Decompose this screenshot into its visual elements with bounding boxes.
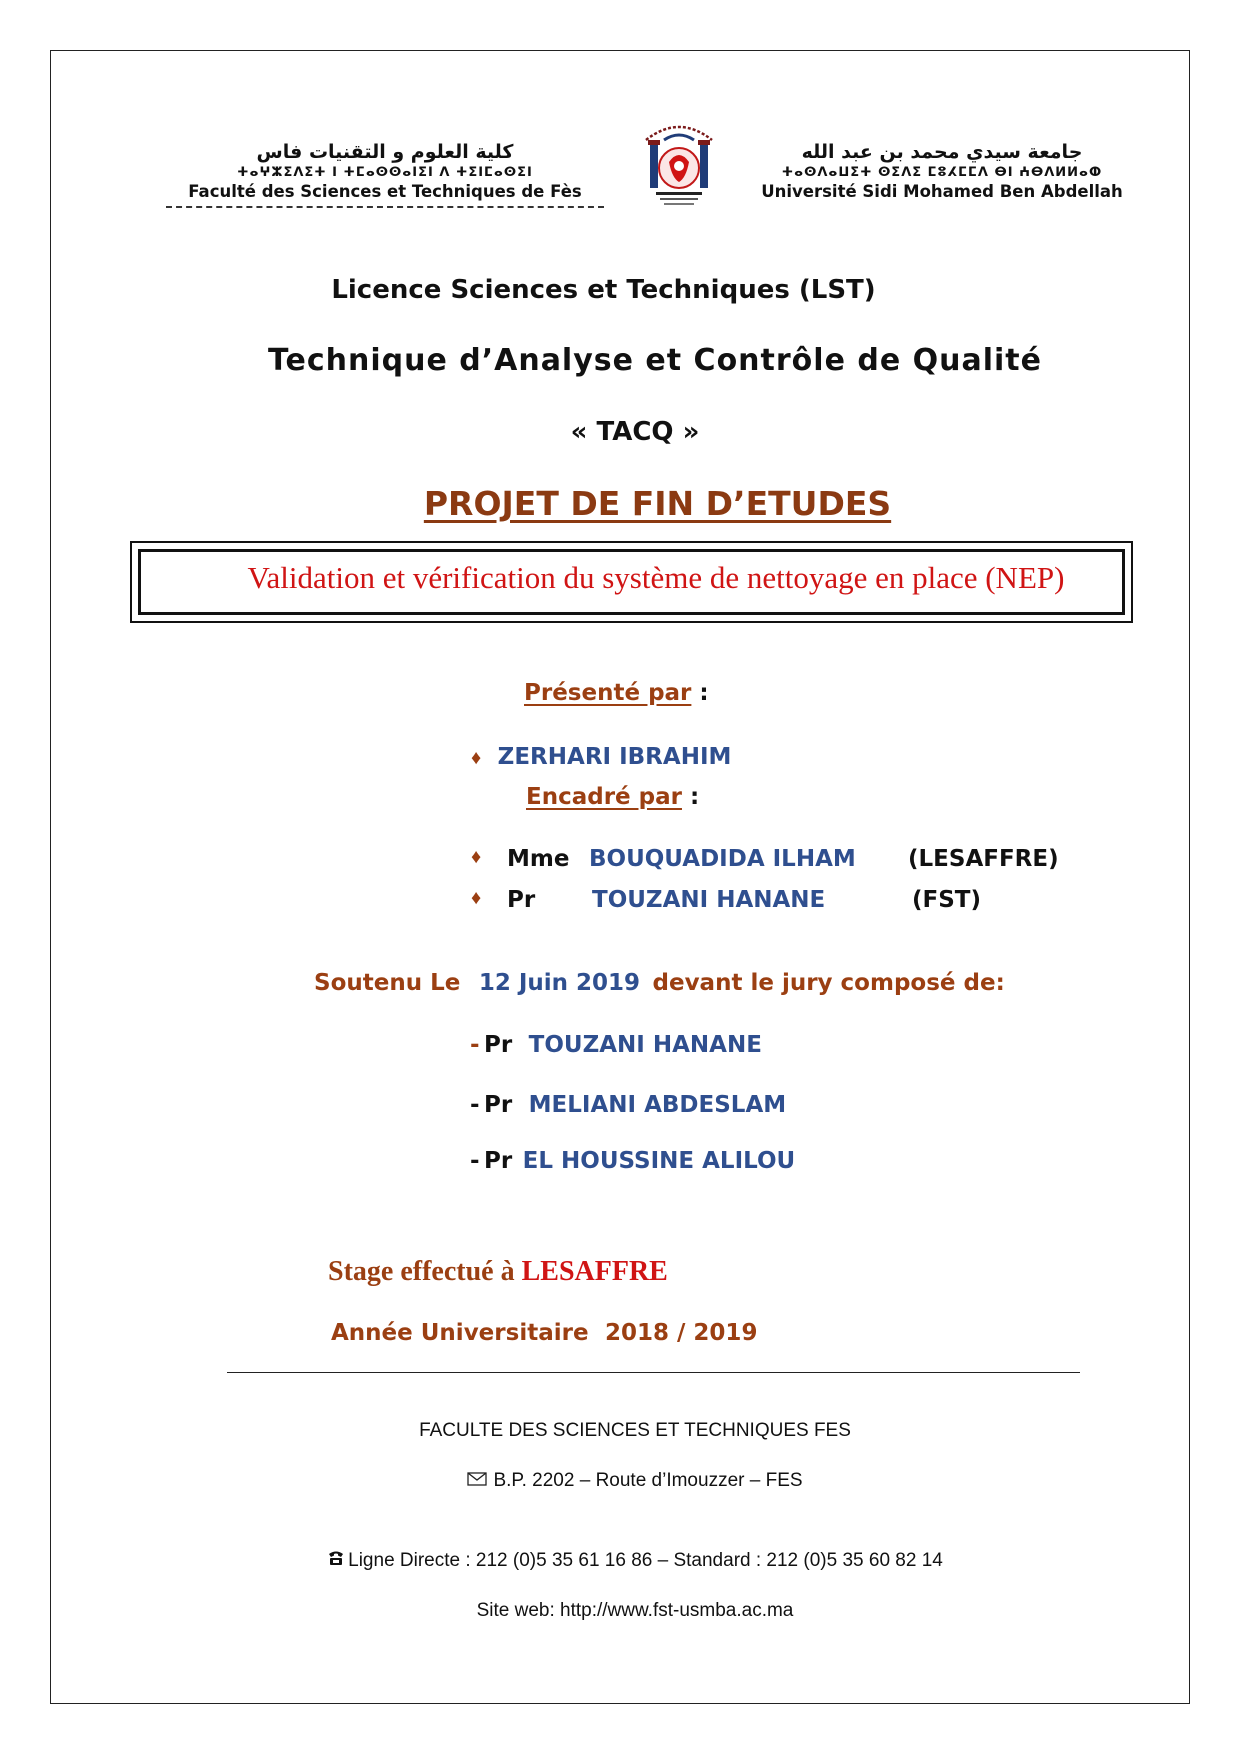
programme-acronym: « TACQ » bbox=[570, 417, 700, 447]
fst-arabic-name: كلية العلوم و التقنيات فاس bbox=[256, 141, 514, 163]
defense-prefix: Soutenu Le bbox=[314, 970, 461, 996]
jury-title: Pr bbox=[484, 1032, 513, 1058]
jury-name: TOUZANI HANANE bbox=[528, 1032, 762, 1058]
presented-by-colon: : bbox=[691, 680, 709, 706]
header-dashed-rule bbox=[166, 206, 604, 208]
jury-member bbox=[470, 1148, 795, 1174]
supervised-by-text: Encadré par bbox=[526, 784, 682, 810]
presented-by-text: Présenté par bbox=[524, 680, 692, 706]
university-seal-logo bbox=[636, 118, 722, 218]
supervisor-org: (LESAFFRE) bbox=[908, 846, 1059, 872]
footer-address-row bbox=[0, 1470, 1241, 1492]
supervised-by-colon: : bbox=[681, 784, 700, 810]
phone-icon bbox=[327, 1550, 345, 1572]
footer-phone-row bbox=[0, 1550, 1241, 1572]
academic-year-label: Année Universitaire bbox=[331, 1320, 589, 1346]
supervisor-title: Mme bbox=[507, 846, 570, 872]
internship-company: LESAFFRE bbox=[521, 1256, 668, 1287]
footer-address: B.P. 2202 – Route d’Imouzzer – FES bbox=[493, 1470, 803, 1492]
supervisor-row bbox=[471, 887, 981, 913]
academic-year-line bbox=[331, 1320, 757, 1346]
usmba-header bbox=[752, 140, 1132, 202]
diamond-bullet-icon: ♦ bbox=[471, 747, 482, 769]
jury-dash: - bbox=[470, 1148, 480, 1174]
student-name: ZERHARI IBRAHIM bbox=[497, 744, 732, 770]
subject-title: Validation et vérification du système de nettoyage en place (NEP) bbox=[247, 560, 1065, 595]
diamond-bullet-icon: ♦ bbox=[471, 887, 482, 909]
supervisor-row bbox=[471, 846, 1059, 872]
jury-member bbox=[470, 1032, 762, 1058]
presented-by-label bbox=[524, 680, 709, 706]
footer-website[interactable]: Site web: http://www.fst-usmba.ac.ma bbox=[476, 1600, 794, 1621]
supervisor-name: TOUZANI HANANE bbox=[592, 887, 826, 913]
footer-phone: Ligne Directe : 212 (0)5 35 61 16 86 – Standard : 212 (0)5 35 60 82 14 bbox=[348, 1550, 943, 1572]
programme-title: Technique d’Analyse et Contrôle de Qualité bbox=[268, 343, 1042, 378]
footer-faculty: FACULTE DES SCIENCES ET TECHNIQUES FES bbox=[419, 1420, 851, 1441]
fst-tifinagh-name: ⵜⴰⵖⵣⵉⴷⵉⵜ ⵏ ⵜⵎⴰⵙⵙⴰⵏⵉⵏ ⴷ ⵜⵉⵏⵎⴰⵙⵉⵏ bbox=[237, 165, 533, 180]
supervisor-name: BOUQUADIDA ILHAM bbox=[589, 846, 856, 872]
defense-suffix: devant le jury composé de: bbox=[652, 970, 1005, 996]
student-row bbox=[471, 744, 731, 770]
usmba-arabic-name: جامعة سيدي محمد بن عبد الله bbox=[801, 141, 1083, 163]
defense-line bbox=[314, 970, 1005, 996]
footer-divider bbox=[227, 1372, 1080, 1373]
usmba-tifinagh-name: ⵜⴰⵙⴷⴰⵡⵉⵜ ⵙⵉⴷⵉ ⵎⵓⵃⵎⵎⴷ ⴱⵏ ⵄⴱⴷⵍⵍⴰⵀ bbox=[781, 165, 1103, 180]
jury-name: MELIANI ABDESLAM bbox=[528, 1092, 787, 1118]
defense-date: 12 Juin 2019 bbox=[478, 970, 641, 996]
pfe-heading: PROJET DE FIN D’ETUDES bbox=[423, 484, 892, 523]
academic-year: 2018 / 2019 bbox=[605, 1320, 758, 1346]
diamond-bullet-icon: ♦ bbox=[471, 846, 482, 868]
mail-icon bbox=[467, 1470, 487, 1492]
jury-title: Pr bbox=[484, 1092, 513, 1118]
usmba-latin-name: Université Sidi Mohamed Ben Abdellah bbox=[761, 182, 1123, 201]
jury-title: Pr bbox=[484, 1148, 513, 1174]
fst-header bbox=[160, 140, 610, 208]
supervised-by-label bbox=[526, 784, 699, 810]
supervisor-org: (FST) bbox=[912, 887, 981, 913]
licence-title: Licence Sciences et Techniques (LST) bbox=[331, 275, 876, 305]
fst-latin-name: Faculté des Sciences et Techniques de Fès bbox=[188, 182, 582, 201]
jury-dash: - bbox=[470, 1032, 480, 1058]
jury-member bbox=[470, 1092, 786, 1118]
jury-name: EL HOUSSINE ALILOU bbox=[522, 1148, 796, 1174]
internship-prefix: Stage effectué à bbox=[328, 1256, 515, 1287]
supervisor-title: Pr bbox=[507, 887, 536, 913]
jury-dash: - bbox=[470, 1092, 480, 1118]
internship-line bbox=[328, 1256, 668, 1288]
